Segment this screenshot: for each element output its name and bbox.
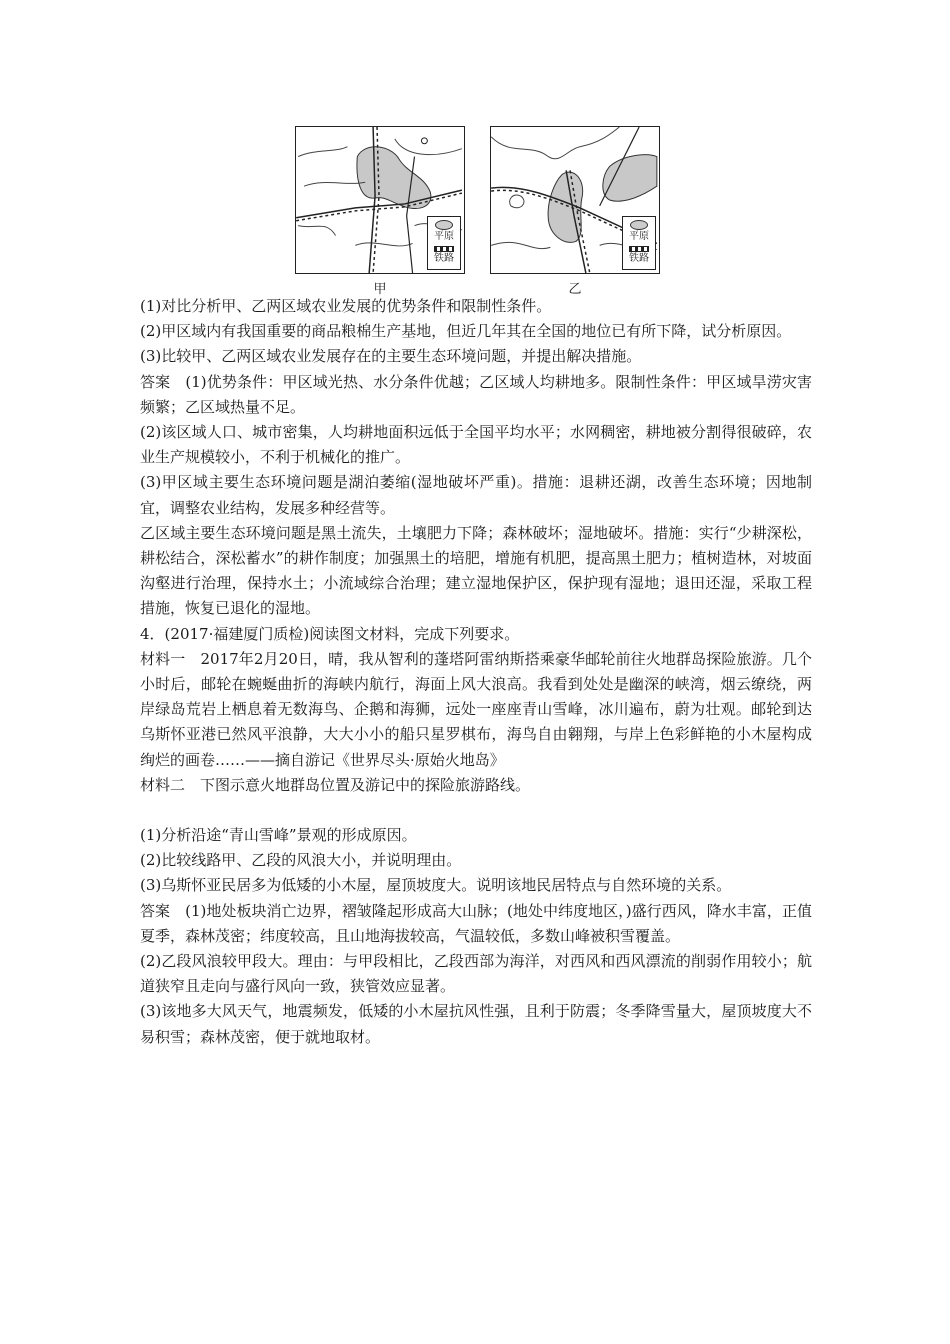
legend-plain-label: 平原 bbox=[629, 231, 649, 242]
question-line: (3)乌斯怀亚民居多为低矮的小木屋，屋顶坡度大。说明该地民居特点与自然环境的关系。 bbox=[140, 876, 732, 895]
map-yi bbox=[490, 126, 660, 274]
railway-swatch-icon bbox=[629, 246, 649, 252]
answer-line: 答案 (1)地处板块消亡边界，褶皱隆起形成高大山脉；(地处中纬度地区，)盛行西风，降水丰富，正值夏季，森林茂密；纬度较高，且山地海拔较高，气温较低，多数山峰被积雪覆盖。 bbox=[140, 901, 812, 945]
map-jia bbox=[295, 126, 465, 274]
legend-railway-label: 铁路 bbox=[629, 253, 649, 264]
answer-line: 乙区域主要生态环境问题是黑土流失，土壤肥力下降；森林破坏；湿地破坏。措施：实行“少耕深松，耕松结合，深松蓄水”的耕作制度；加强黑土的培肥，增施有机肥，提高黑土肥力；植树造林，对坡面沟壑进行治理，保持水土；小流域综合治理；建立湿地保护区，保护现有湿地；退田还湿，采取工程措施，恢复已退化的湿地。 bbox=[140, 523, 812, 618]
railway-swatch-icon bbox=[434, 246, 454, 252]
caption-yi: 乙 bbox=[568, 282, 582, 297]
question-line: (2)甲区域内有我国重要的商品粮棉生产基地，但近几年其在全国的地位已有所下降，试分析原因。 bbox=[140, 322, 792, 341]
figure-placeholder bbox=[140, 798, 812, 823]
question-line: (2)比较线路甲、乙段的风浪大小，并说明理由。 bbox=[140, 851, 462, 870]
material-one: 材料一 2017年2月20日，晴，我从智利的蓬塔阿雷纳斯搭乘豪华邮轮前往火地群岛探险旅游。几个小时后，邮轮在蜿蜒曲折的海峡内航行，海面上风大浪高。我看到处处是幽深的峡湾，烟云缭绕，两岸绿岛荒岩上栖息着无数海鸟、企鹅和海狮，远处一座座青山雪峰，冰川遍布，蔚为壮观。邮轮到达乌斯怀亚港已然风平浪静，大大小小的船只星罗棋布，海鸟自由翱翔，与岸上色彩鲜艳的小木屋构成绚烂的画卷……——摘自游记《世界尽头·原始火地岛》 bbox=[140, 649, 812, 769]
legend-railway-label: 铁路 bbox=[434, 253, 454, 264]
legend-yi bbox=[622, 216, 656, 270]
document-body bbox=[140, 294, 812, 1050]
plain-swatch-icon bbox=[435, 220, 453, 230]
legend-plain-label: 平原 bbox=[434, 231, 454, 242]
plain-swatch-icon bbox=[630, 220, 648, 230]
caption-jia: 甲 bbox=[373, 282, 387, 297]
material-two: 材料二 下图示意火地群岛位置及游记中的探险旅游路线。 bbox=[140, 775, 531, 794]
answer-line: (2)该区域人口、城市密集，人均耕地面积远低于全国平均水平；水网稠密，耕地被分割得很破碎，农业生产规模较小，不利于机械化的推广。 bbox=[140, 423, 812, 467]
question-heading: 4．(2017·福建厦门质检)阅读图文材料，完成下列要求。 bbox=[140, 624, 520, 643]
question-line: (1)对比分析甲、乙两区域农业发展的优势条件和限制性条件。 bbox=[140, 297, 552, 315]
question-line: (1)分析沿途“青山雪峰”景观的形成原因。 bbox=[140, 826, 417, 845]
answer-line: 答案 (1)优势条件：甲区域光热、水分条件优越；乙区域人均耕地多。限制性条件：甲区域旱涝灾害频繁；乙区域热量不足。 bbox=[140, 372, 812, 416]
answer-line: (3)该地多大风天气，地震频发，低矮的小木屋抗风性强，且利于防震；冬季降雪量大，屋顶坡度大不易积雪；森林茂密，便于就地取材。 bbox=[140, 1002, 812, 1046]
question-line: (3)比较甲、乙两区域农业发展存在的主要生态环境问题，并提出解决措施。 bbox=[140, 347, 642, 366]
answer-line: (2)乙段风浪较甲段大。理由：与甲段相比，乙段西部为海洋，对西风和西风漂流的削弱作用较小；航道狭窄且走向与盛行风向一致，狭管效应显著。 bbox=[140, 952, 812, 996]
answer-line: (3)甲区域主要生态环境问题是湖泊萎缩(湿地破坏严重)。措施：退耕还湖，改善生态环境；因地制宜，调整农业结构，发展多种经营等。 bbox=[140, 473, 812, 517]
legend-jia bbox=[427, 216, 461, 270]
